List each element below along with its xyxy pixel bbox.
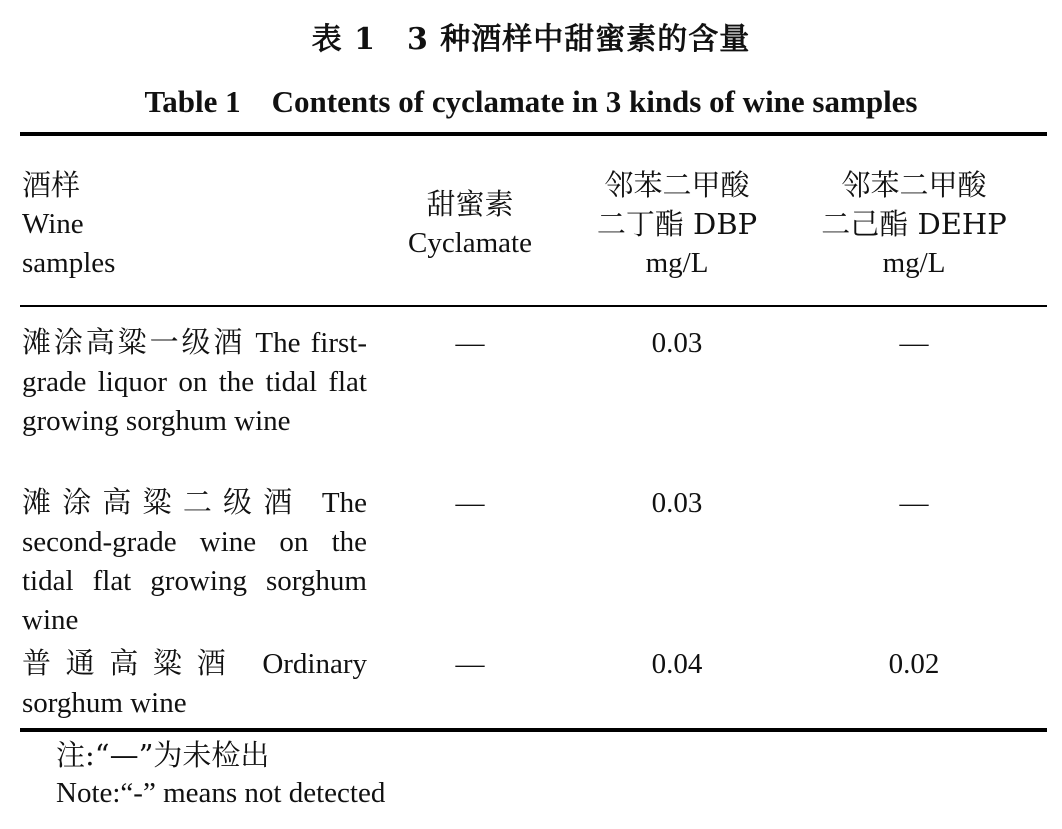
header-wine-cn: 酒样 <box>22 168 81 202</box>
header-cyclamate-en: Cyclamate <box>407 227 532 259</box>
table-note-en: Note:“-” means not detected <box>56 777 386 809</box>
table-row-3-dehp: 0.02 <box>888 648 940 680</box>
header-dbp <box>582 166 772 283</box>
header-wine-samples <box>22 166 322 283</box>
table-row-2-name: 滩涂高粱二级酒 The second-grade wine on the tidal flat growing sorghum wine <box>22 487 367 636</box>
header-cyclamate-cn: 甜蜜素 <box>426 187 514 221</box>
table-row-3-cyclamate: — <box>455 648 485 680</box>
bottom-rule <box>20 728 1047 732</box>
header-cyclamate <box>390 185 550 263</box>
table-row-3-name: 普通高粱酒 Ordinary sorghum wine <box>22 648 367 719</box>
table-row-1-dehp: — <box>899 327 929 359</box>
table-caption-en: Table 1 Contents of cyclamate in 3 kinds of wine samples <box>144 84 918 119</box>
header-dehp <box>805 166 1023 283</box>
table-row-1-name: 滩涂高粱一级酒 The first-grade liquor on the tidal flat growing sorghum wine <box>22 327 367 437</box>
header-dbp-unit: mg/L <box>645 247 709 279</box>
table-note-cn: 注:“—”为未检出 <box>56 738 270 772</box>
header-dehp-line2: 二己酯 DEHP <box>821 207 1007 241</box>
table-row-1-cyclamate: — <box>455 327 485 359</box>
header-dehp-line1: 邻苯二甲酸 <box>841 168 987 202</box>
table-row-2-dehp: — <box>899 487 929 519</box>
table-caption-cn: 表 1 3 种酒样中甜蜜素的含量 <box>311 22 751 57</box>
table-row-2-dbp: 0.03 <box>651 487 703 519</box>
header-wine-en1: Wine <box>22 208 84 240</box>
header-dbp-line2: 二丁酯 DBP <box>596 207 758 241</box>
table-row-1-dbp: 0.03 <box>651 327 703 359</box>
header-dehp-unit: mg/L <box>882 247 946 279</box>
table-row-3-dbp: 0.04 <box>651 648 703 680</box>
header-rule <box>20 305 1047 307</box>
header-wine-en2: samples <box>22 247 116 279</box>
table-row-2-cyclamate: — <box>455 487 485 519</box>
top-rule <box>20 132 1047 136</box>
header-dbp-line1: 邻苯二甲酸 <box>604 168 750 202</box>
